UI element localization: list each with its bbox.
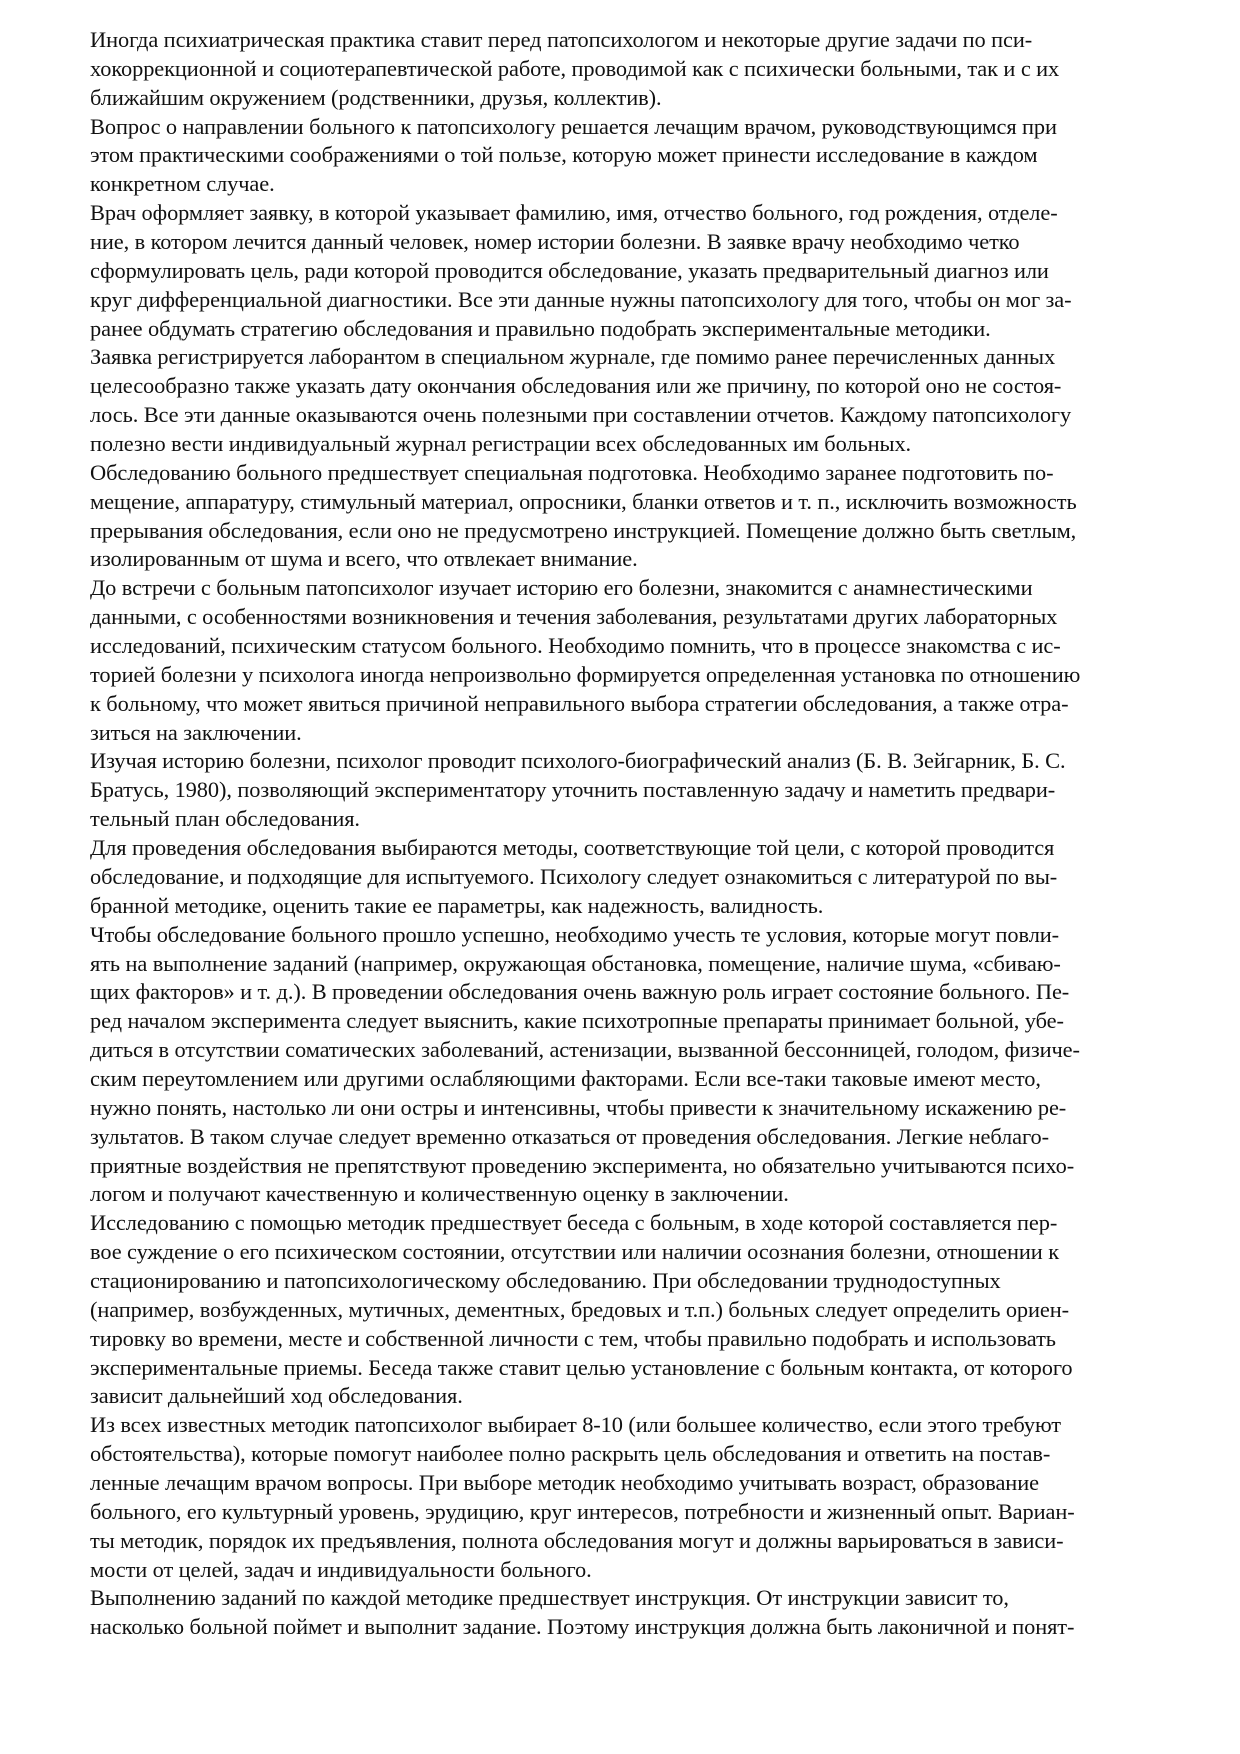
text-line: хокоррекционной и социотерапевтической работе, проводимой как с психически больными, так и с их	[90, 55, 1060, 81]
text-line: обстоятельства), которые помогут наиболее полно раскрыть цель обследования и ответить на постав-	[90, 1441, 1051, 1467]
text-line: Братусь, 1980), позволяющий экспериментатору уточнить поставленную задачу и наметить предвари-	[90, 777, 1056, 803]
text-line: ским переутомлением или другими ослабляющими факторами. Если все-таки таковые имеют место,	[90, 1065, 1041, 1091]
text-line: обследование, и подходящие для испытуемого. Психологу следует ознакомиться с литературой по вы-	[90, 863, 1058, 889]
text-line: сформулировать цель, ради которой проводится обследование, указать предварительный диагноз или	[90, 257, 1049, 283]
document-page	[90, 26, 1220, 1642]
text-line: тировку во времени, месте и собственной личности с тем, чтобы правильно подобрать и использовать	[90, 1325, 1056, 1351]
text-line: зультатов. В таком случае следует временно отказаться от проведения обследования. Легкие неблаго-	[90, 1123, 1049, 1149]
text-line: круг дифференциальной диагностики. Все эти данные нужны патопсихологу для того, чтобы он мог за-	[90, 286, 1072, 312]
text-line: Вопрос о направлении больного к патопсихологу решается лечащим врачом, руководствующимся при	[90, 113, 1057, 139]
text-line: Врач оформляет заявку, в которой указывает фамилию, имя, отчество больного, год рождения, отделе-	[90, 200, 1058, 226]
text-line: полезно вести индивидуальный журнал регистрации всех обследованных им больных.	[90, 431, 912, 457]
text-line: торией болезни у психолога иногда непроизвольно формируется определенная установка по отношению	[90, 661, 1081, 687]
text-line: бранной методике, оценить такие ее параметры, как надежность, валидность.	[90, 892, 824, 918]
text-line: прерывания обследования, если оно не предусмотрено инструкцией. Помещение должно быть светлым,	[90, 517, 1077, 543]
text-line: ние, в котором лечится данный человек, номер истории болезни. В заявке врачу необходимо четко	[90, 229, 1020, 255]
text-line: зиться на заключении.	[90, 719, 302, 745]
text-line: Заявка регистрируется лаборантом в специальном журнале, где помимо ранее перечисленных данных	[90, 344, 1056, 370]
text-line: Для проведения обследования выбираются методы, соответствующие той цели, с которой проводится	[90, 835, 1055, 861]
text-line: зависит дальнейший ход обследования.	[90, 1383, 463, 1409]
text-line: вое суждение о его психическом состоянии, отсутствии или наличии осознания болезни, отношении к	[90, 1239, 1059, 1265]
text-line: логом и получают качественную и количественную оценку в заключении.	[90, 1181, 789, 1207]
text-line: тельный план обследования.	[90, 806, 360, 832]
text-line: исследований, психическим статусом больного. Необходимо помнить, что в процессе знакомства с ис-	[90, 633, 1061, 659]
text-line: Чтобы обследование больного прошло успешно, необходимо учесть те условия, которые могут повли-	[90, 921, 1060, 947]
text-line: мещение, аппаратуру, стимульный материал, опросники, бланки ответов и т. п., исключить возможность	[90, 488, 1077, 514]
text-line: данными, с особенностями возникновения и течения заболевания, результатами других лабораторных	[90, 604, 1058, 630]
text-line: ближайшим окружением (родственники, друзья, коллектив).	[90, 84, 662, 110]
text-line: ленные лечащим врачом вопросы. При выборе методик необходимо учитывать возраст, образование	[90, 1469, 1039, 1495]
text-line: ять на выполнение заданий (например, окружающая обстановка, помещение, наличие шума, «сбиваю-	[90, 950, 1061, 976]
text-line: приятные воздействия не препятствуют проведению эксперимента, но обязательно учитываются психо-	[90, 1152, 1075, 1178]
text-line: к больному, что может явиться причиной неправильного выбора стратегии обследования, а также отра-	[90, 690, 1069, 716]
text-line: ред началом эксперимента следует выяснить, какие психотропные препараты принимает больной, убе-	[90, 1008, 1064, 1034]
text-line: этом практическими соображениями о той пользе, которую может принести исследование в каждом	[90, 142, 1038, 168]
text-line: лось. Все эти данные оказываются очень полезными при составлении отчетов. Каждому патопсихологу	[90, 402, 1072, 428]
text-line: Выполнению заданий по каждой методике предшествует инструкция. От инструкции зависит то,	[90, 1585, 1009, 1611]
text-line: ранее обдумать стратегию обследования и правильно подобрать экспериментальные методики.	[90, 315, 991, 341]
text-line: целесообразно также указать дату окончания обследования или же причину, по которой оно не состоя-	[90, 373, 1062, 399]
text-line: Из всех известных методик патопсихолог выбирает 8-10 (или большее количество, если этого требуют	[90, 1412, 1062, 1438]
text-line: ты методик, порядок их предъявления, полнота обследования могут и должны варьироваться в зависи-	[90, 1527, 1064, 1553]
text-line: конкретном случае.	[90, 171, 275, 197]
text-line: Обследованию больного предшествует специальная подготовка. Необходимо заранее подготовить по-	[90, 459, 1054, 485]
text-line: экспериментальные приемы. Беседа также ставит целью установление с больным контакта, от которого	[90, 1354, 1073, 1380]
text-line: диться в отсутствии соматических заболеваний, астенизации, вызванной бессонницей, голодом, физиче-	[90, 1037, 1080, 1063]
text-line: (например, возбужденных, мутичных, дементных, бредовых и т.п.) больных следует определить ориен-	[90, 1296, 1070, 1322]
text-line: щих факторов» и т. д.). В проведении обследования очень важную роль играет состояние больного. Пе-	[90, 979, 1070, 1005]
text-line: До встречи с больным патопсихолог изучает историю его болезни, знакомится с анамнестическими	[90, 575, 1033, 601]
text-line: Исследованию с помощью методик предшествует беседа с больным, в ходе которой составляется пер-	[90, 1210, 1058, 1236]
text-line: мости от целей, задач и индивидуальности больного.	[90, 1556, 592, 1582]
text-line: изолированным от шума и всего, что отвлекает внимание.	[90, 546, 638, 572]
text-line: больного, его культурный уровень, эрудицию, круг интересов, потребности и жизненный опыт. Вариан-	[90, 1498, 1075, 1524]
text-line: Иногда психиатрическая практика ставит перед патопсихологом и некоторые другие задачи по пси-	[90, 27, 1033, 52]
text-line: нужно понять, настолько ли они остры и интенсивны, чтобы привести к значительному искажению ре-	[90, 1094, 1067, 1120]
text-line: насколько больной поймет и выполнит задание. Поэтому инструкция должна быть лаконичной и понят-	[90, 1614, 1075, 1640]
text-line: стационированию и патопсихологическому обследованию. При обследовании труднодоступных	[90, 1267, 1001, 1293]
text-line: Изучая историю болезни, психолог проводит психолого-биографический анализ (Б. В. Зейгарник, Б. С.	[90, 748, 1066, 774]
